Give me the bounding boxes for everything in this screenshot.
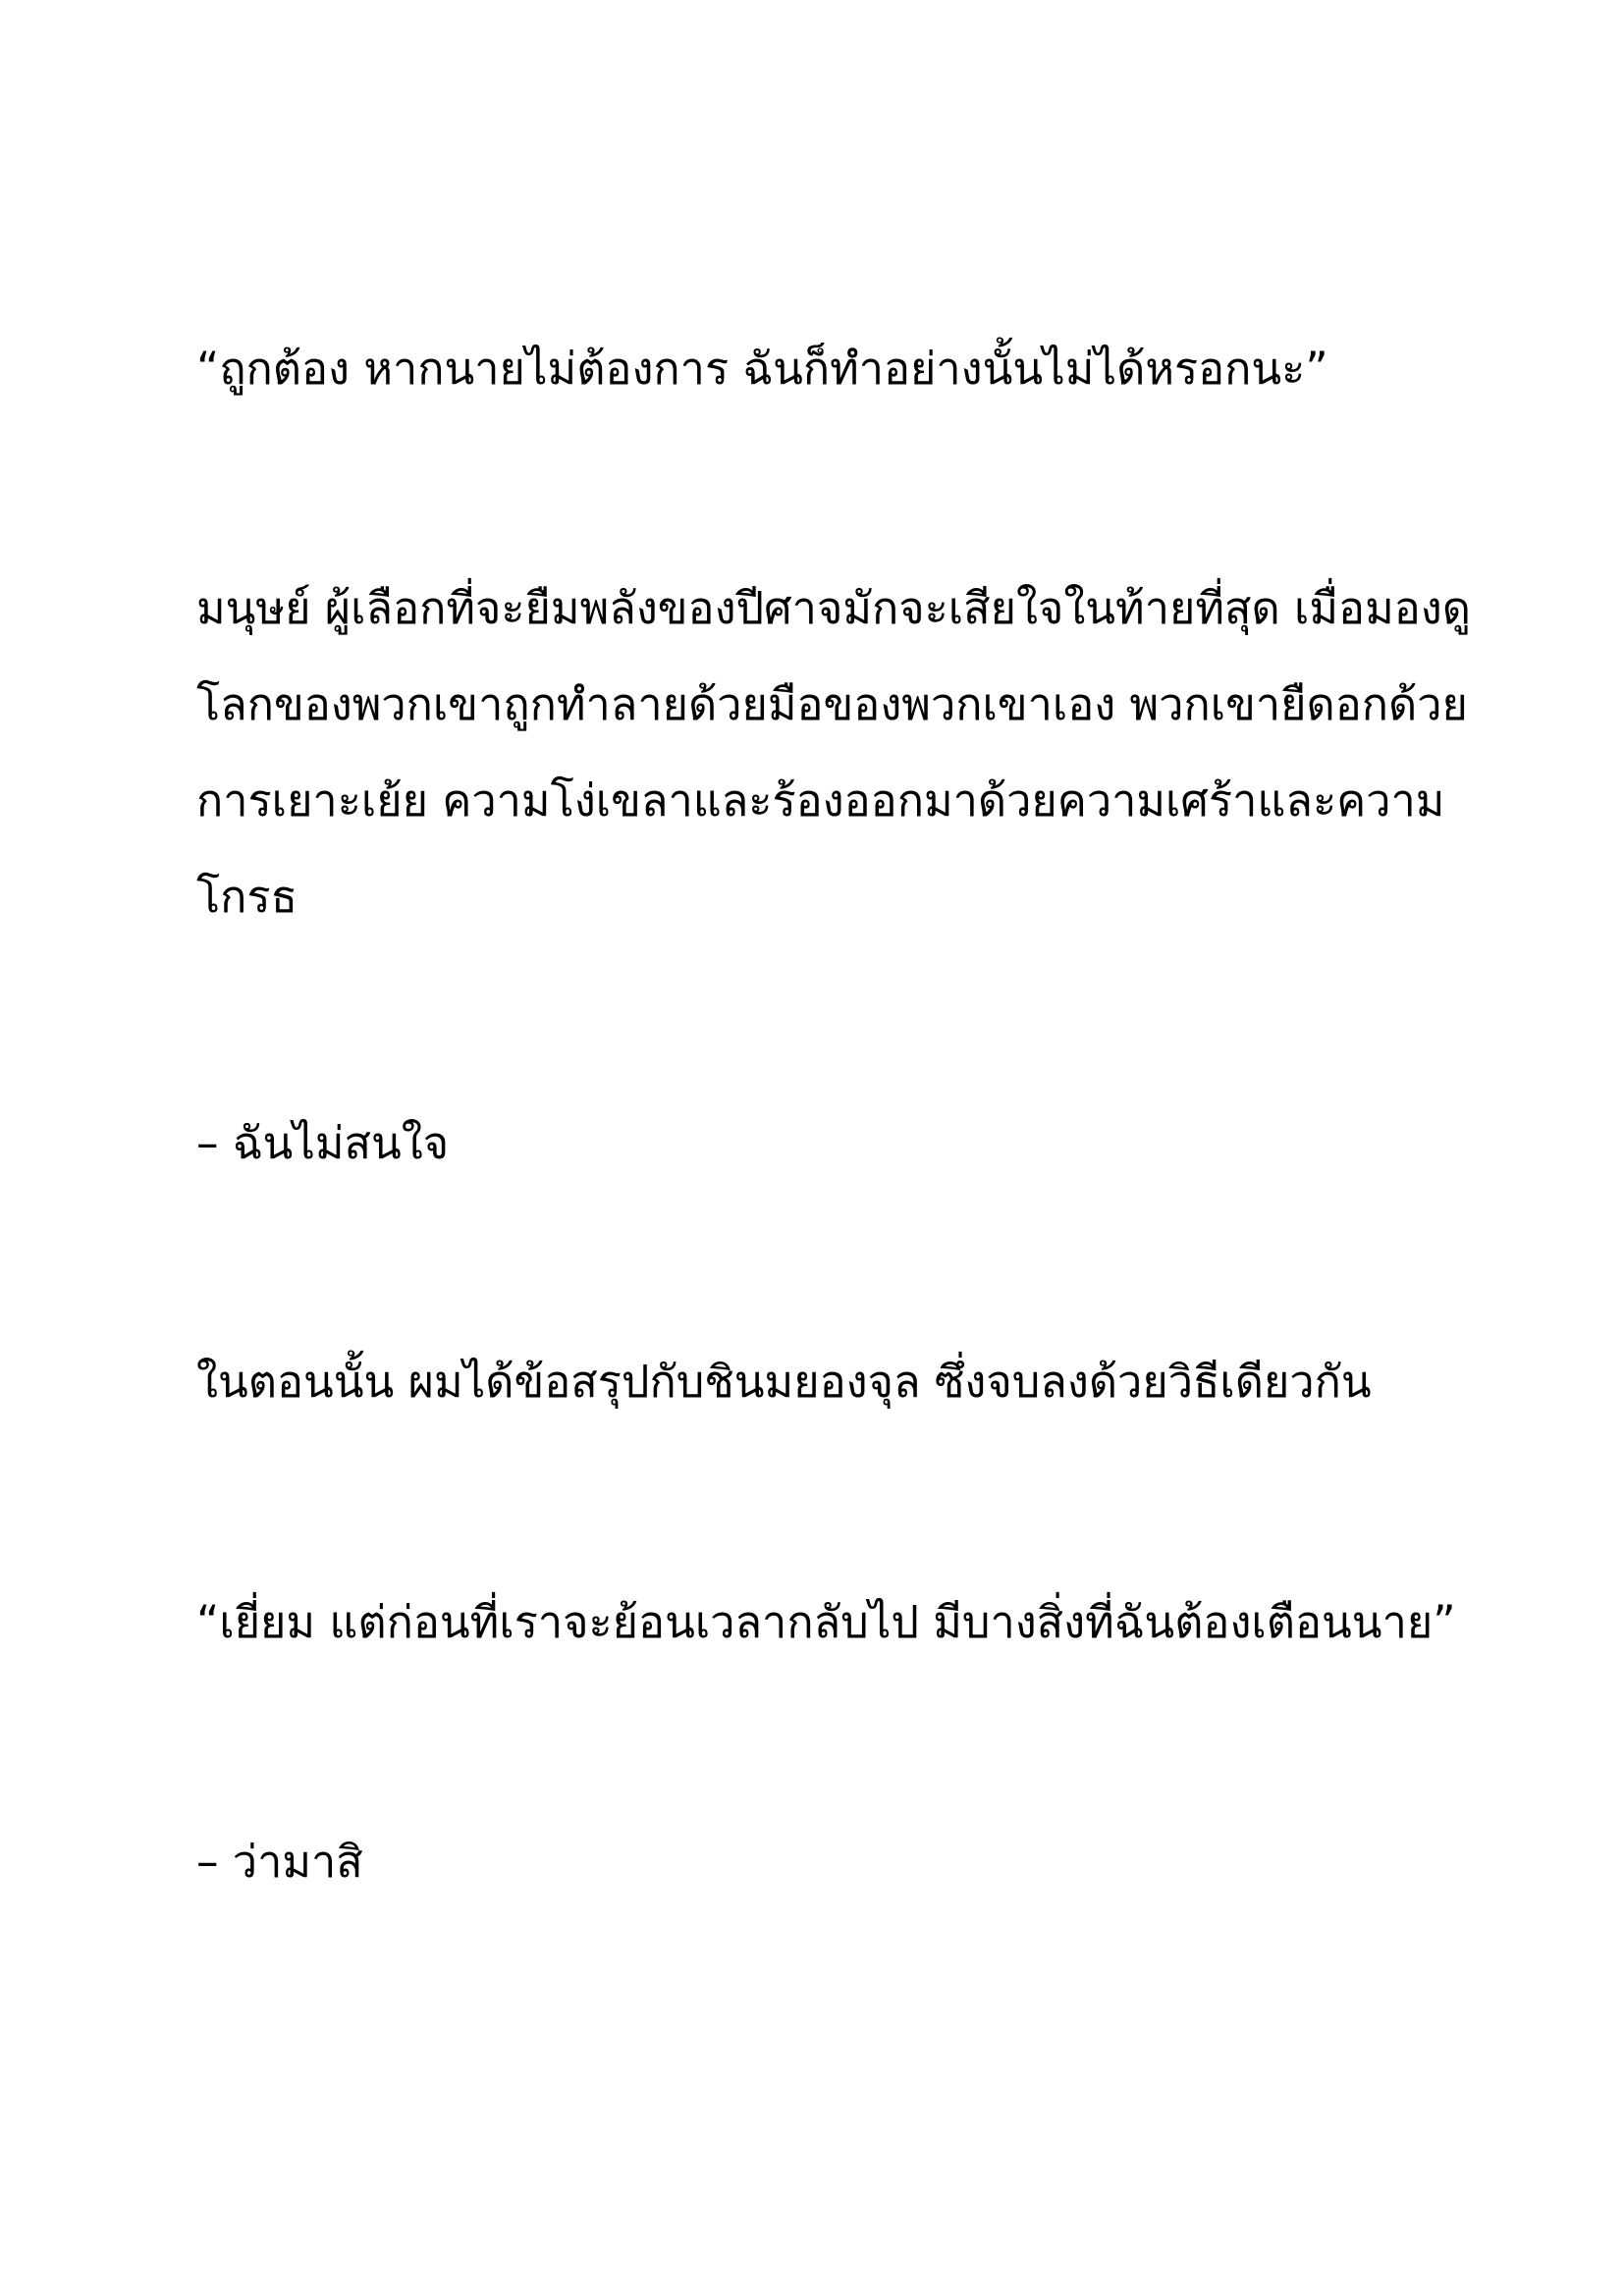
text-line: ในตอนนั้น ผมได้ข้อสรุปกับชินมยองจุล ซึ่งจบลงด้วยวิธีเดียวกัน — [196, 1356, 1372, 1408]
text-line: – ว่ามาสิ — [196, 1836, 363, 1888]
reply-paragraph — [196, 1095, 449, 1192]
text-line: การเยาะเย้ย ความโง่เขลาและร้องออกมาด้วยความเศร้าและความ — [196, 774, 1445, 827]
dialogue-paragraph — [196, 1575, 1456, 1671]
text-line: โลกของพวกเขาถูกทำลายด้วยมือของพวกเขาเอง พวกเขายืดอกด้วย — [196, 678, 1468, 730]
dialogue-paragraph — [196, 321, 1328, 417]
narration-paragraph — [196, 1334, 1372, 1430]
text-line: โกรธ — [196, 871, 298, 923]
text-line: – ฉันไม่สนใจ — [196, 1117, 450, 1169]
text-line: “ถูกต้อง หากนายไม่ต้องการ ฉันก็ทำอย่างนั้นไม่ได้หรอกนะ” — [196, 343, 1328, 395]
text-line: “เยี่ยม แต่ก่อนที่เราจะย้อนเวลากลับไป มีบางสิ่งที่ฉันต้องเตือนนาย” — [196, 1596, 1456, 1648]
text-line: มนุษย์ ผู้เลือกที่จะยืมพลังของปีศาจมักจะเสียใจในท้ายที่สุด เมื่อมองดู — [196, 582, 1471, 634]
narration-paragraph — [196, 561, 1471, 945]
reply-paragraph — [196, 1814, 363, 1910]
